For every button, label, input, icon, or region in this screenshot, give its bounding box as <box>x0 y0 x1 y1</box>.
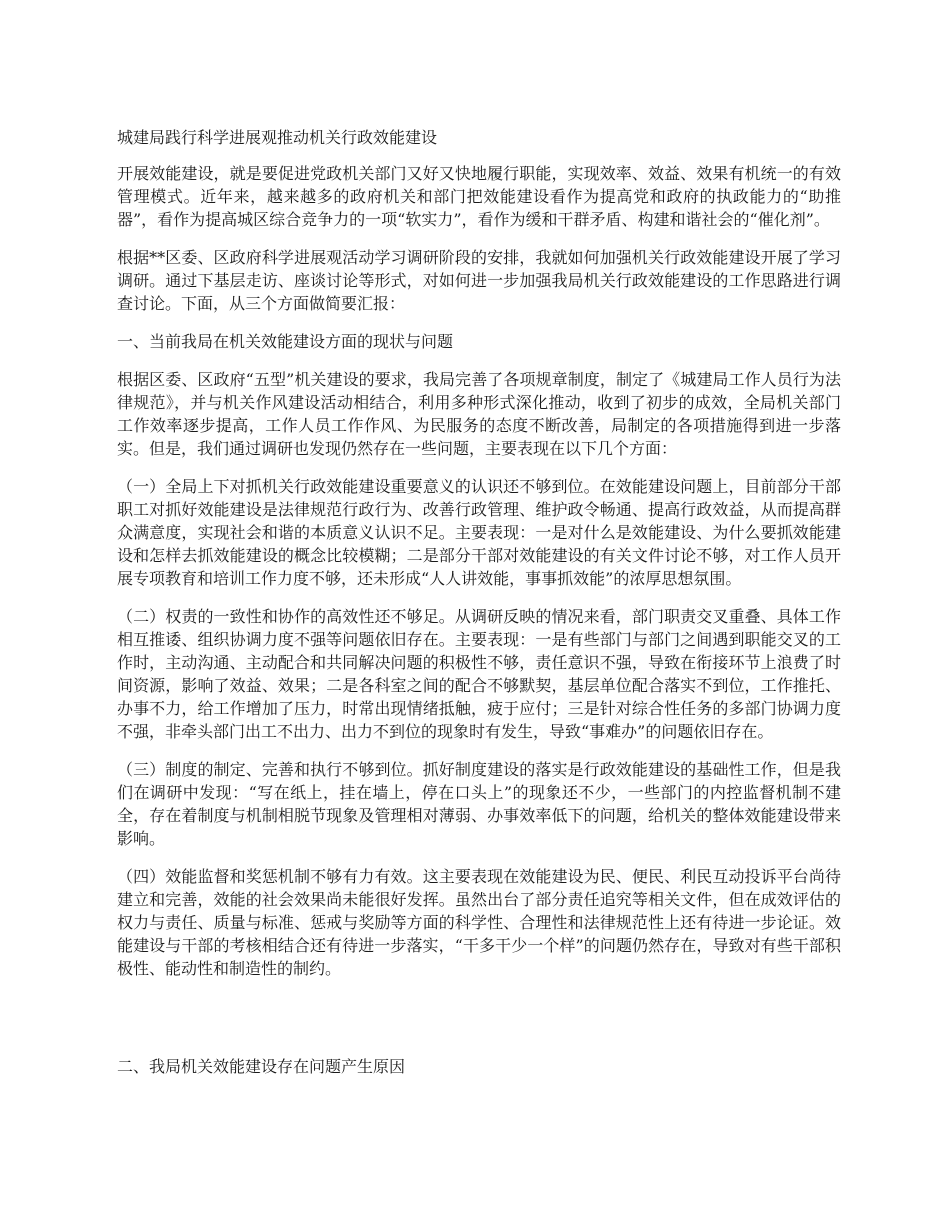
paragraph-background: 根据**区委、区政府科学进展观活动学习调研阶段的安排，我就如何加强机关行政效能建设开展了学习调研。通过下基层走访、座谈讨论等形式，对如何进一步加强我局机关行政效能建设的工作思路进行调查讨论。下面，从三个方面做简要汇报： <box>117 248 841 313</box>
paragraph-issue-2: （二）权责的一致性和协作的高效性还不够足。从调研反映的情况来看，部门职责交叉重叠、具体工作相互推诿、组织协调力度不强等问题依旧存在。主要表现：一是有些部门与部门之间遇到职能交叉的工作时，主动沟通、主动配合和共同解决问题的积极性不够，责任意识不强，导致在衔接环节上浪费了时间资源，影响了效益、效果；二是各科室之间的配合不够默契，基层单位配合落实不到位，工作推托、办事不力，给工作增加了压力，时常出现情绪抵触，疲于应付；三是针对综合性任务的多部门协调力度不强，非牵头部门出工不出力、出力不到位的现象时有发生，导致“事难办”的问题依旧存在。 <box>117 607 841 741</box>
paragraph-issue-1: （一）全局上下对抓机关行政效能建设重要意义的认识还不够到位。在效能建设问题上，目前部分干部职工对抓好效能建设是法律规范行政行为、改善行政管理、维护政令畅通、提高行政效益，从而提高群众满意度，实现社会和谐的本质意义认识不足。主要表现：一是对什么是效能建设、为什么要抓效能建设和怎样去抓效能建设的概念比较模糊；二是部分干部对效能建设的有关文件讨论不够，对工作人员开展专项教育和培训工作力度不够，还未形成“人人讲效能，事事抓效能”的浓厚思想氛围。 <box>117 477 841 588</box>
section-spacer <box>117 995 841 1055</box>
paragraph-issue-4: （四）效能监督和奖惩机制不够有力有效。这主要表现在效能建设为民、便民、利民互动投诉平台尚待建立和完善，效能的社会效果尚未能很好发挥。虽然出台了部分责任追究等相关文件，但在成效评估的权力与责任、质量与标准、惩戒与奖励等方面的科学性、合理性和法律规范性上还有待进一步论证。效能建设与干部的考核相结合还有待进一步落实，“干多干少一个样”的问题仍然存在，导致对有些干部积极性、能动性和制造性的制约。 <box>117 867 841 978</box>
document-body <box>117 126 841 1093</box>
paragraph-status: 根据区委、区政府“五型”机关建设的要求，我局完善了各项规章制度，制定了《城建局工作人员行为法律规范》，并与机关作风建设活动相结合，利用多种形式深化推动，收到了初步的成效，全局机关部门工作效率逐步提高，工作人员工作作风、为民服务的态度不断改善，局制定的各项措施得到进一步落实。但是，我们通过调研也发现仍然存在一些问题，主要表现在以下几个方面： <box>117 370 841 458</box>
section-heading-2: 二、我局机关效能建设存在问题产生原因 <box>117 1057 406 1076</box>
section-heading-1: 一、当前我局在机关效能建设方面的现状与问题 <box>117 332 454 351</box>
document-title: 城建局践行科学进展观推动机关行政效能建设 <box>117 128 438 147</box>
paragraph-issue-3: （三）制度的制定、完善和执行不够到位。抓好制度建设的落实是行政效能建设的基础性工作，但是我们在调研中发现：“写在纸上，挂在墙上，停在口头上”的现象还不少，一些部门的内控监督机制不建全，存在着制度与机制相脱节现象及管理相对薄弱、办事效率低下的问题，给机关的整体效能建设带来影响。 <box>117 760 841 848</box>
paragraph-intro: 开展效能建设，就是要促进党政机关部门又好又快地履行职能，实现效率、效益、效果有机统一的有效管理模式。近年来，越来越多的政府机关和部门把效能建设看作为提高党和政府的执政能力的“助推器”，看作为提高城区综合竞争力的一项“软实力”，看作为缓和干群矛盾、构建和谐社会的“催化剂”。 <box>117 164 841 229</box>
